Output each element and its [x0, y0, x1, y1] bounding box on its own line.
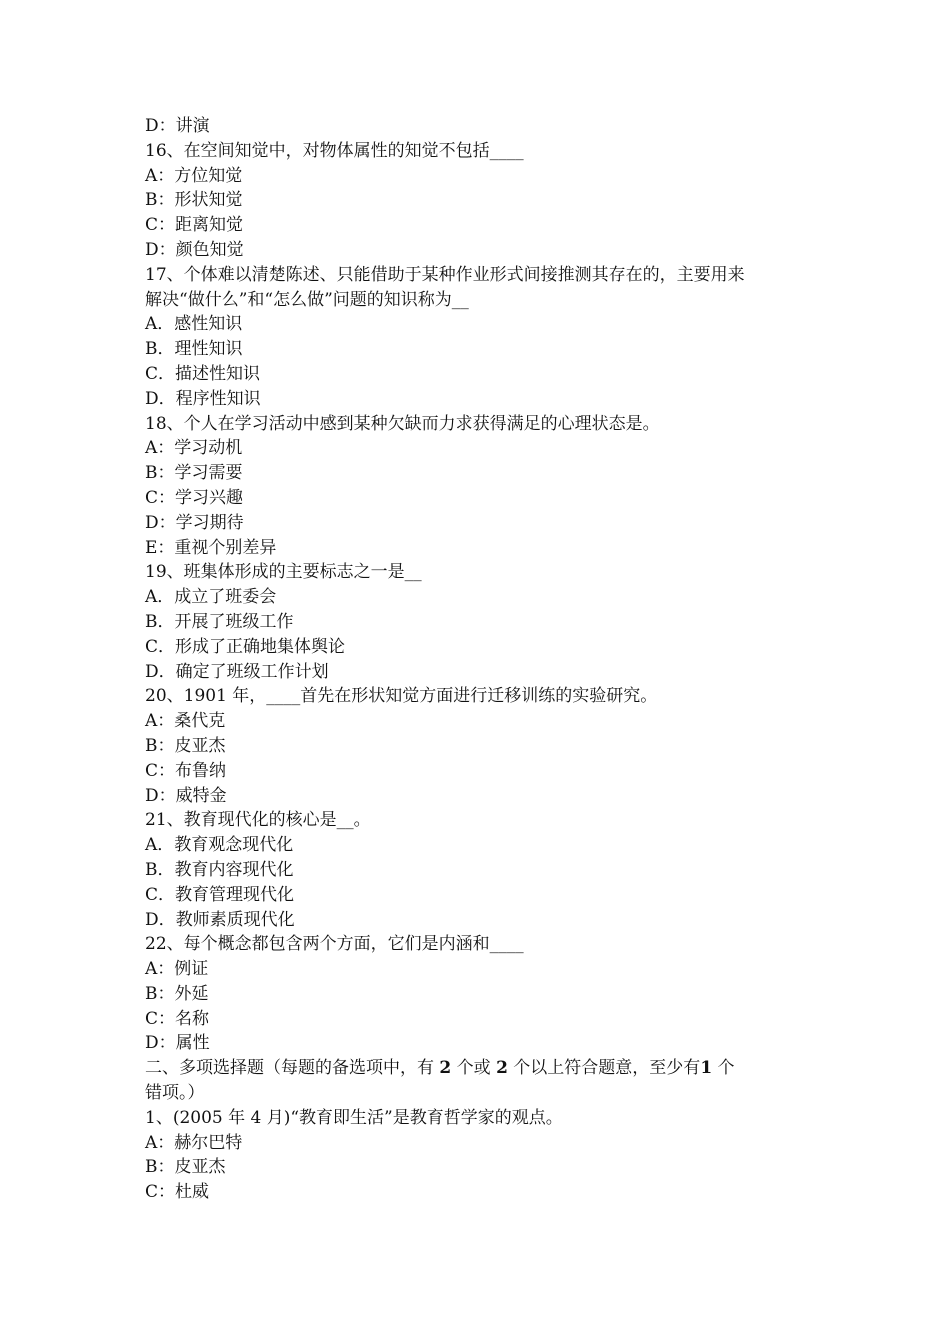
option-text: A：方位知觉 [145, 165, 243, 186]
option-text: A：桑代克 [145, 711, 226, 732]
option-text: B．理性知识 [145, 339, 243, 360]
option-text: B．教育内容现代化 [145, 859, 294, 880]
option-text: C：距离知觉 [145, 215, 244, 236]
option-text: B：皮亚杰 [145, 1157, 226, 1178]
option-text: B．开展了班级工作 [145, 611, 294, 632]
section-heading: 二、多项选择题（每题的备选项中，有 2 个或 2 个以上符合题意，至少有1 个 [145, 1058, 735, 1079]
option-text: B：外延 [145, 983, 209, 1004]
option-text: C：布鲁纳 [145, 760, 227, 781]
option-text: B：学习需要 [145, 463, 243, 484]
question-text: 20、1901 年，____首先在形状知觉方面进行迁移训练的实验研究。 [145, 686, 658, 707]
document-page [145, 114, 815, 1205]
option-text: D．确定了班级工作计划 [145, 661, 329, 682]
question-list [145, 114, 815, 1056]
question-text: 21、教育现代化的核心是__。 [145, 810, 371, 831]
question-text: 16、在空间知觉中，对物体属性的知觉不包括____ [145, 140, 524, 161]
option-text: A：学习动机 [145, 438, 243, 459]
option-text: A．成立了班委会 [145, 587, 277, 608]
section-heading-continued: 错项。） [145, 1083, 205, 1104]
option-text: D：颜色知觉 [145, 239, 244, 260]
option-text: D．教师素质现代化 [145, 909, 295, 930]
option-text: A．感性知识 [145, 314, 243, 335]
option-text: D：学习期待 [145, 512, 244, 533]
option-text: C．教育管理现代化 [145, 884, 295, 905]
question-text: 19、班集体形成的主要标志之一是__ [145, 562, 422, 583]
question-text: 解决“做什么”和“怎么做”问题的知识称为__ [145, 289, 469, 310]
option-text: D．程序性知识 [145, 388, 261, 409]
option-text: C．形成了正确地集体舆论 [145, 636, 346, 657]
option-text: C：名称 [145, 1008, 210, 1029]
question-text: 18、个人在学习活动中感到某种欠缺而力求获得满足的心理状态是。 [145, 413, 660, 434]
option-text: D：属性 [145, 1033, 210, 1054]
option-text: A．教育观念现代化 [145, 835, 294, 856]
question-text: 1、(2005 年 4 月)“教育即生活”是教育哲学家的观点。 [145, 1107, 563, 1128]
option-text: D：讲演 [145, 116, 210, 136]
option-text: A：赫尔巴特 [145, 1132, 243, 1153]
multi-choice-question-list [145, 1106, 815, 1205]
question-text: 22、每个概念都包含两个方面，它们是内涵和____ [145, 934, 524, 955]
option-text: E：重视个别差异 [145, 537, 277, 558]
option-text: C：学习兴趣 [145, 487, 244, 508]
option-text: D：威特金 [145, 785, 227, 806]
option-text: A：例证 [145, 959, 209, 980]
option-text: C．描述性知识 [145, 363, 261, 384]
option-text: B：皮亚杰 [145, 735, 226, 756]
option-text: C：杜威 [145, 1182, 210, 1203]
option-text: B：形状知觉 [145, 190, 243, 211]
question-text: 17、个体难以清楚陈述、只能借助于某种作业形式间接推测其存在的，主要用来 [145, 264, 745, 285]
